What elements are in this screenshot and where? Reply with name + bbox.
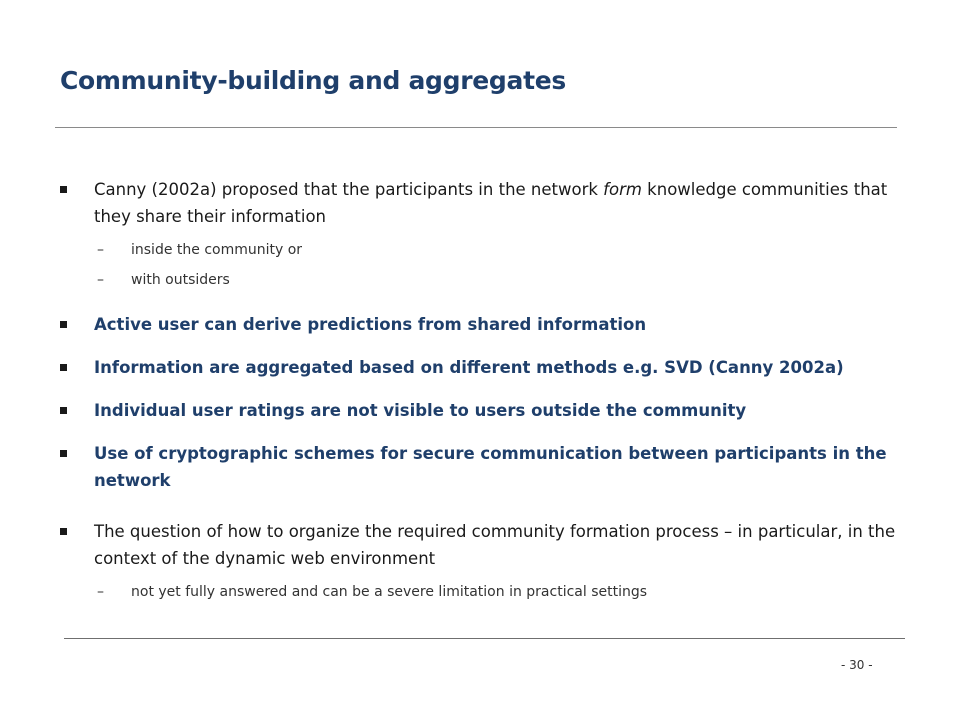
subbullet-text: with outsiders: [131, 272, 230, 288]
bullet-text: Information are aggregated based on different methods e.g. SVD (Canny 2002a): [94, 358, 844, 377]
square-bullet-icon: [60, 528, 67, 535]
title-divider: [55, 127, 897, 128]
subbullet-text: inside the community or: [131, 242, 303, 258]
bullet-text: Canny (2002a) proposed that the participants in the network form knowledge communities that they share their information: [94, 180, 888, 226]
bullet-text: Use of cryptographic schemes for secure communication between participants in the network: [94, 444, 887, 490]
square-bullet-icon: [60, 364, 67, 371]
dash-icon: –: [97, 584, 104, 600]
subbullet-text: not yet fully answered and can be a severe limitation in practical settings: [131, 584, 648, 600]
slide-title: Community-building and aggregates: [60, 66, 566, 95]
square-bullet-icon: [60, 186, 67, 193]
bullet-text: Active user can derive predictions from shared information: [94, 315, 647, 334]
footer-divider: [64, 638, 905, 639]
bullet-text: The question of how to organize the required community formation process – in particular, in the context of the dynamic web environment: [94, 522, 896, 568]
square-bullet-icon: [60, 450, 67, 457]
bullet-text: Individual user ratings are not visible to users outside the community: [94, 401, 747, 420]
square-bullet-icon: [60, 321, 67, 328]
dash-icon: –: [97, 242, 104, 258]
dash-icon: –: [97, 272, 104, 288]
page-number: - 30 -: [841, 658, 873, 672]
square-bullet-icon: [60, 407, 67, 414]
